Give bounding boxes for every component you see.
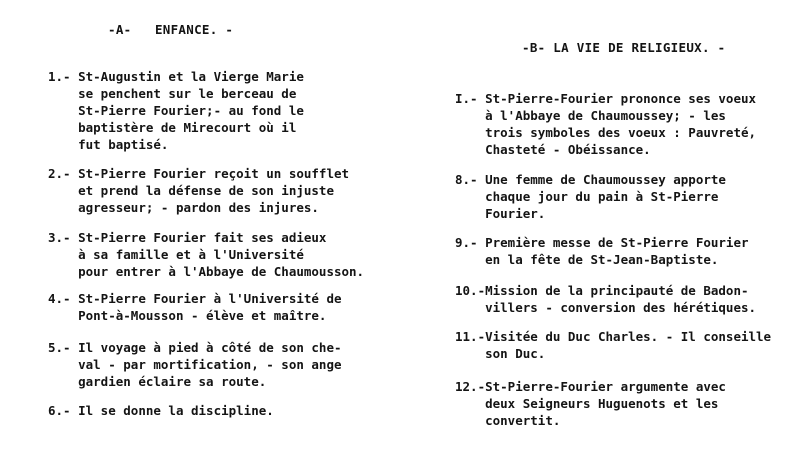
item-text: Il voyage à pied à côté de son che- val - par mortification, - son ange gardien éclaire sa route. xyxy=(78,340,342,389)
item-number: I.- xyxy=(455,91,486,106)
list-item xyxy=(48,290,342,324)
item-number: 10.- xyxy=(455,283,486,298)
item-number: 5.- xyxy=(48,340,79,355)
item-text: St-Pierre-Fourier argumente avec deux Seigneurs Huguenots et les convertit. xyxy=(485,379,726,428)
list-item xyxy=(455,282,756,316)
list-item xyxy=(455,171,726,222)
item-number: 1.- xyxy=(48,69,79,84)
item-text: St-Pierre-Fourier prononce ses voeux à l'Abbaye de Chaumoussey; - les trois symboles des voeux : Pauvreté, Chasteté - Obéissance. xyxy=(485,91,757,157)
item-number: 4.- xyxy=(48,291,79,306)
item-number: 11.- xyxy=(455,329,486,344)
item-text: St-Augustin et la Vierge Marie se penchent sur le berceau de St-Pierre Fourier;- au fond le baptistère de Mirecourt où il fut baptisé. xyxy=(78,69,304,152)
item-number: 6.- xyxy=(48,403,79,418)
list-item xyxy=(48,68,304,153)
list-item xyxy=(48,339,342,390)
list-item xyxy=(455,378,726,429)
list-item xyxy=(455,90,756,158)
list-item xyxy=(48,165,349,216)
item-number: 8.- xyxy=(455,172,486,187)
item-text: St-Pierre Fourier à l'Université de Pont-à-Mousson - élève et maître. xyxy=(78,291,342,323)
section-heading: -B- LA VIE DE RELIGIEUX. - xyxy=(522,40,726,55)
item-text: Il se donne la discipline. xyxy=(78,403,274,418)
item-number: 3.- xyxy=(48,230,79,245)
list-item xyxy=(455,328,771,362)
item-text: St-Pierre Fourier fait ses adieux à sa famille et à l'Université pour entrer à l'Abbaye de Chaumousson. xyxy=(78,230,365,279)
item-text: Une femme de Chaumoussey apporte chaque jour du pain à St-Pierre Fourier. xyxy=(485,172,726,221)
item-text: Première messe de St-Pierre Fourier en la fête de St-Jean-Baptiste. xyxy=(485,235,749,267)
section-heading: -A- ENFANCE. - xyxy=(108,22,234,37)
item-text: Visitée du Duc Charles. - Il conseille son Duc. xyxy=(485,329,772,361)
list-item xyxy=(455,234,749,268)
item-number: 12.- xyxy=(455,379,486,394)
item-text: Mission de la principauté de Badon- villers - conversion des hérétiques. xyxy=(485,283,757,315)
list-item xyxy=(48,402,274,419)
item-number: 9.- xyxy=(455,235,486,250)
item-number: 2.- xyxy=(48,166,79,181)
item-text: St-Pierre Fourier reçoit un soufflet et prend la défense de son injuste agresseur; - pardon des injures. xyxy=(78,166,350,215)
list-item xyxy=(48,229,364,280)
